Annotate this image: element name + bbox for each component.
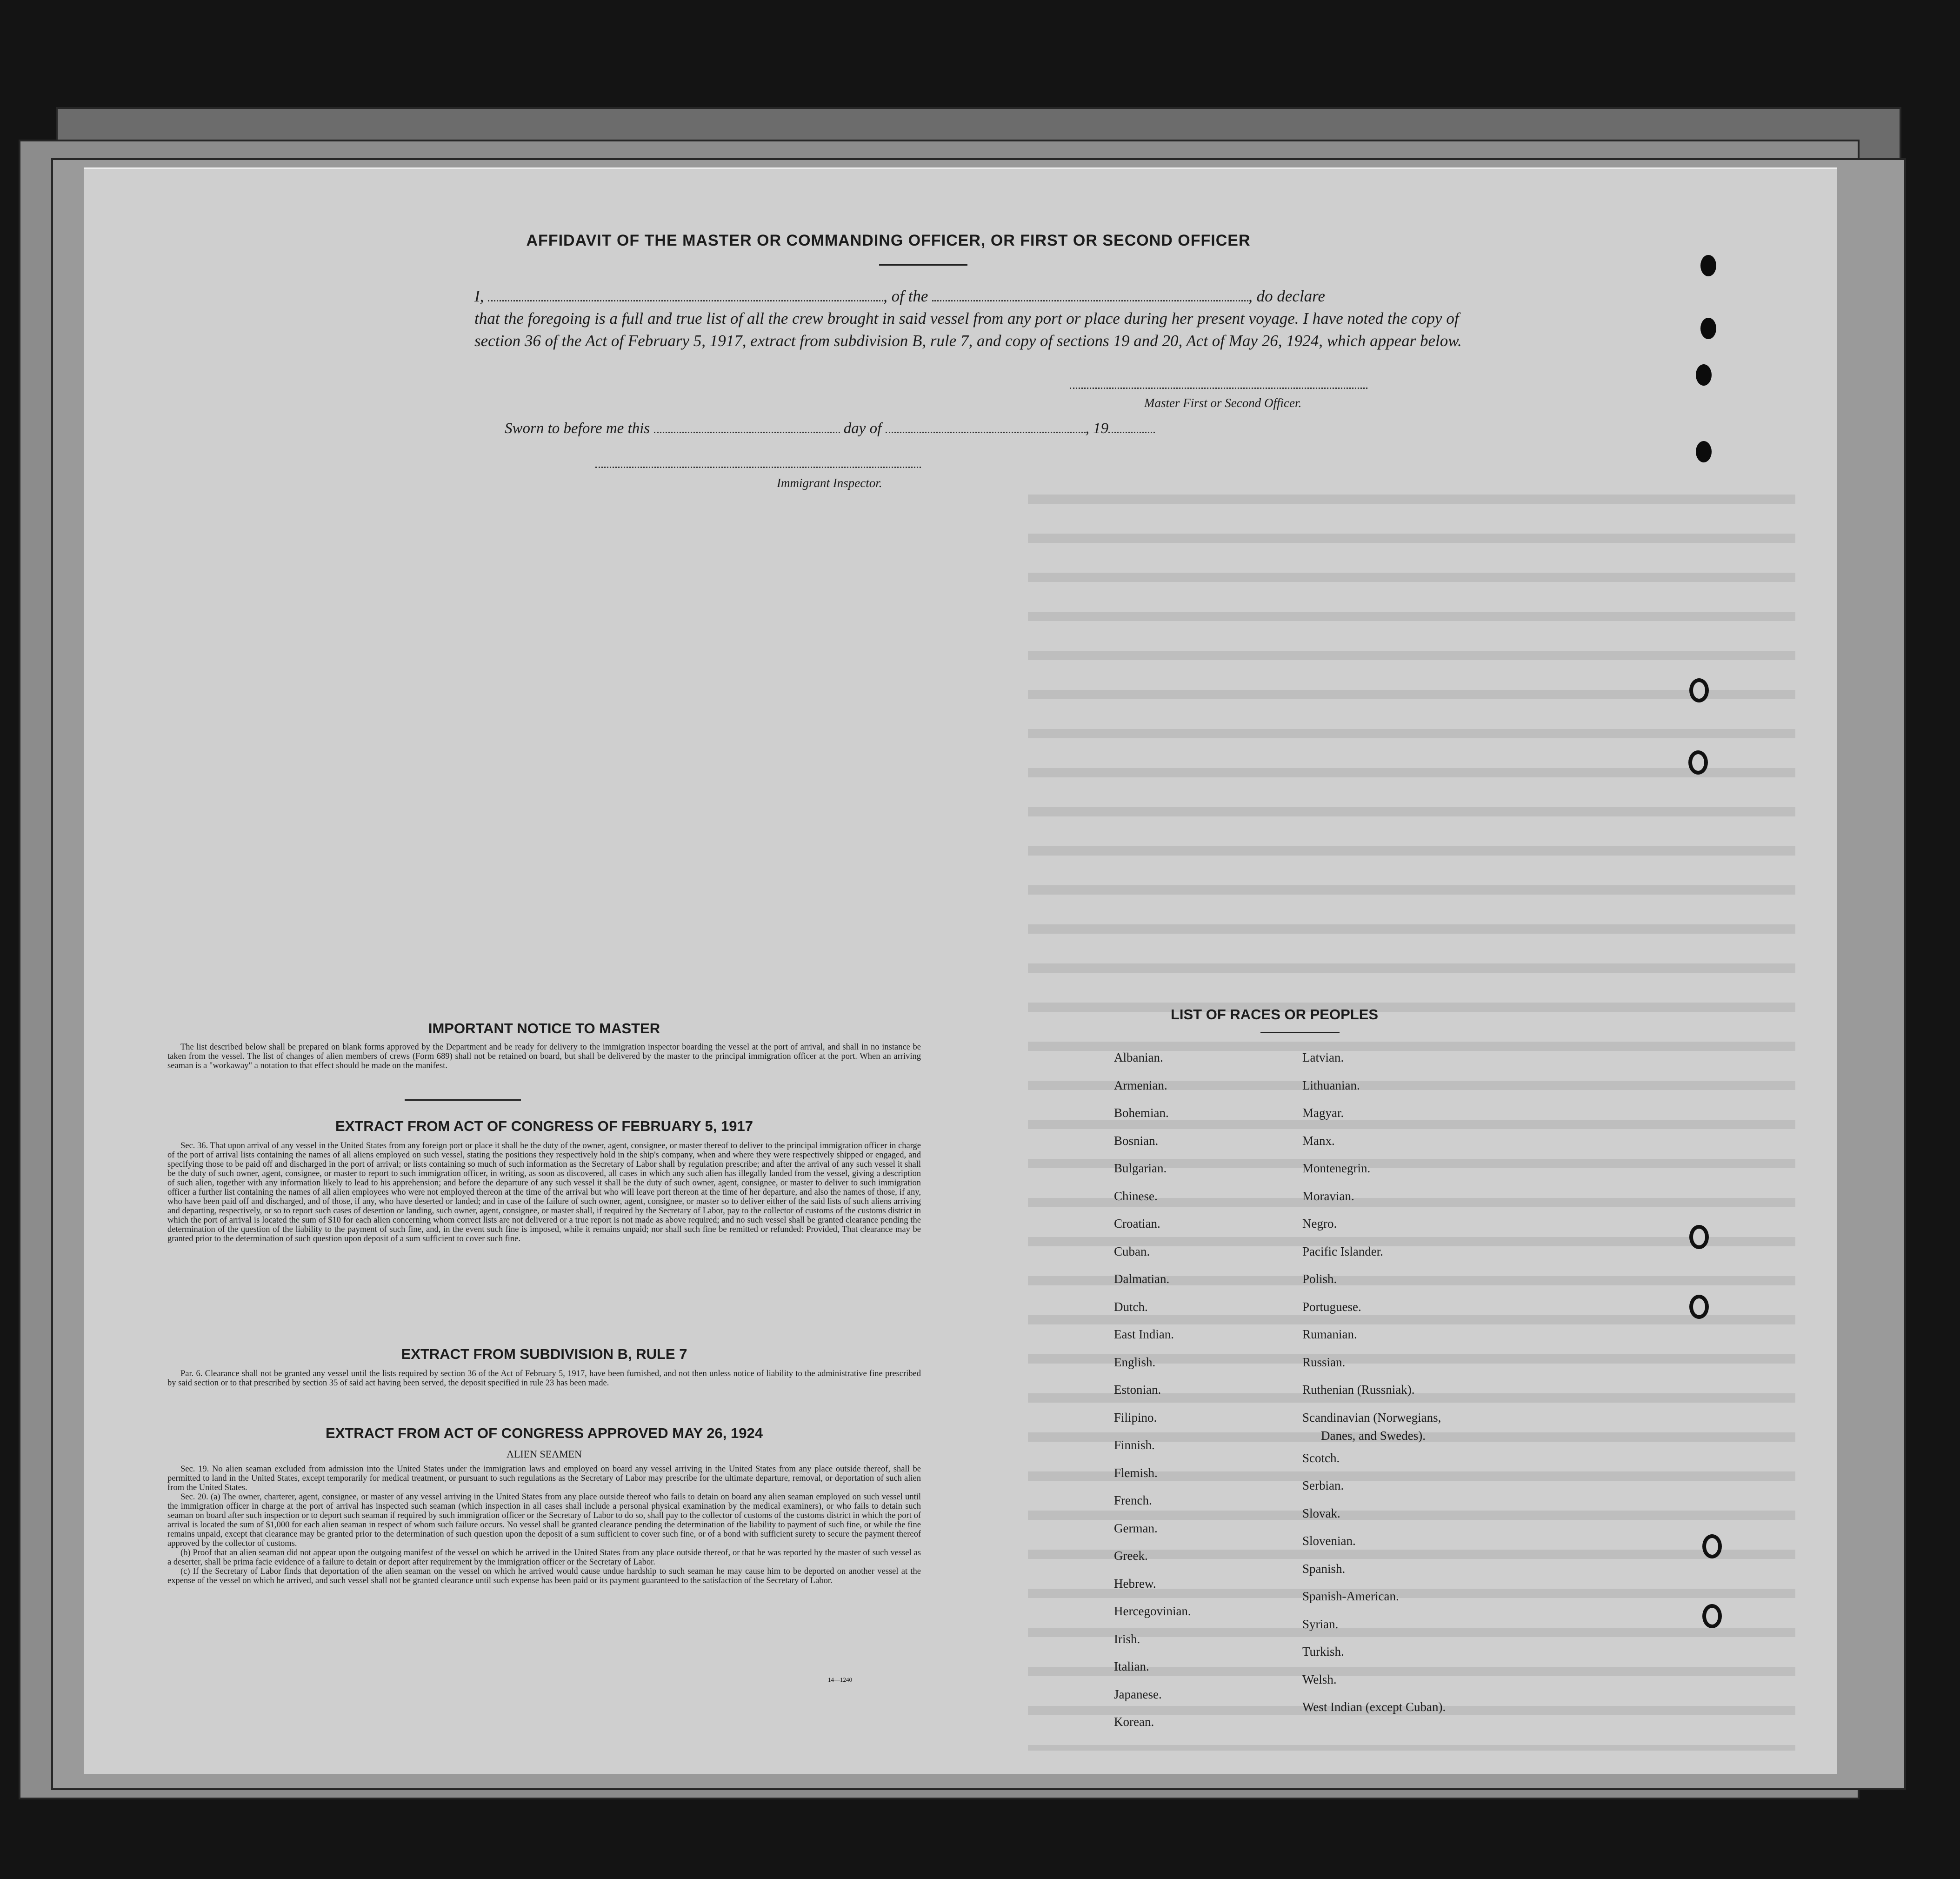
race-item: Albanian. [1114, 1050, 1163, 1064]
race-item: Flemish. [1114, 1465, 1158, 1480]
race-item: Greek. [1114, 1549, 1148, 1563]
race-item: Dalmatian. [1114, 1272, 1170, 1286]
notice-text: The list described below shall be prepared on blank forms approved by the Department and be ready for delivery to the immigration inspector boarding the vessel at the port of arrival, and shall in no instance be taken from the vessel. The list of changes of alien members of crews (Form 689) shall not be retained on board, but shall be delivered by the master to the principal immigration officer at the port. When an arriving seaman is a "workaway" a notation to that effect should be made on the manifest. [167, 1043, 921, 1070]
extract-1924-text: Sec. 19. No alien seaman excluded from admission into the United States under the immigration laws and employed on board any vessel arriving in the United States from any place outside thereof, shall be permitted to land in the United States, except temporarily for medical treatment, or pursuant to such regulations as the Secretary of Labor may prescribe for the ultimate departure, removal, or deportation of such alien from the United States. Sec. 20. (a) The owner, charterer, agent, consignee, or master of any vessel arriving in the United States from any place outside thereof who fails to detain on board any alien seaman employed on such vessel until the immigration officer in charge at the port of arrival has inspected such seaman (which inspection in all cases shall include a personal physical examination by the medical examiners), or who fails to detain such seaman on board after such inspection or to deport such seaman if required by such immigration officer or the Secretary of Labor to do so, shall pay to the collector of customs of the customs district in which the port of arrival is located the sum of $1,000 for each alien seaman in respect of whom such failure occurs. No vessel shall be granted clearance pending the determination of the liability to payment of such fine, or while the fine remains unpaid, except that clearance may be granted prior to the determination of such question upon the deposit of a sum sufficient to cover such fine, or of a bond with sufficient surety to secure the payment thereof approved by the collector of customs. (b) Proof that an alien seaman did not appear upon the outgoing manifest of the vessel on which he arrived in the United States from any place outside thereof, or that he was reported by the master of such vessel as a deserter, shall be prima facie evidence of a failure to detain or deport after requirement by the immigration officer or the Secretary of Labor. (c) If the Secretary of Labor finds that deportation of the alien seaman on the vessel on which he arrived would cause undue hardship to such seaman he may cause him to be deported on another vessel at the expense of the vessel on which he arrived, and such vessel shall not be granted clearance until such expense has been paid or its payment guaranteed to the satisfaction of the Secretary of Labor. [167, 1464, 921, 1585]
race-item: Slovenian. [1302, 1534, 1356, 1548]
extract-1917-text: Sec. 36. That upon arrival of any vessel in the United States from any foreign port or place it shall be the duty of the owner, agent, consignee, or master thereof to deliver to the principal immigration officer in charge of the port of arrival lists containing the names of all aliens employed on such vessel, stating the positions they respectively hold in the ship's company, when and where they were respectively shipped or engaged, and specifying those to be paid off and discharged in the port of arrival; or lists containing so much of such information as the Secretary of Labor shall by regulation prescribe; and after the arrival of any such vessel it shall be the duty of such owner, agent, consignee, or master to report to such immigration officer, in writing, as soon as discovered, all cases in which any such alien has illegally landed from the vessel, giving a description of such alien, together with any information likely to lead to his apprehension; and before the departure of any such vessel it shall be the duty of such owner, agent, consignee, or master to deliver to such immigration officer a further list containing the names of all alien employees who were not employed thereon at the time of the arrival but who will leave port thereon at the time of her departure, and also the names of those, if any, who have been paid off and discharged, and of those, if any, who have deserted or landed; and in case of the failure of such owner, agent, consignee, or master so to deliver either of the said lists of such aliens arriving and departing, respectively, or so to report such cases of desertion or landing, such owner, agent, consignee, or master shall, if required by the Secretary of Labor, pay to the collector of customs of the customs district in which the port of arrival is located the sum of $10 for each alien concerning whom correct lists are not delivered or a true report is not made as above required; and no such vessel shall be granted clearance pending the determination of the question of the liability to the payment of such fine, and, in the event such fine is imposed, while it remains unpaid; nor shall such fine be remitted or refunded: Provided, That clearance may be granted prior to the determination of such question upon deposit of a sum sufficient to cover such fine. [167, 1141, 921, 1244]
races-divider [1260, 1032, 1340, 1033]
punch-hole [1689, 678, 1709, 702]
alien-seamen-subtitle: ALIEN SEAMEN [507, 1448, 582, 1460]
race-item: German. [1114, 1521, 1158, 1535]
race-item: Danes, and Swedes). [1321, 1429, 1426, 1443]
race-item: Scotch. [1302, 1451, 1340, 1465]
race-item: Manx. [1302, 1133, 1335, 1148]
master-signature-label: Master First or Second Officer. [1144, 396, 1302, 410]
race-item: Pacific Islander. [1302, 1244, 1383, 1258]
race-item: Japanese. [1114, 1687, 1162, 1701]
extract-rule7-text: Par. 6. Clearance shall not be granted any vessel until the lists required by section 36 of the Act of February 5, 1917, have been furnished, and not then unless notice of liability to the administrative fine prescribed by said section or to that prescribed by section 35 of said act having been served, the deposit specified in rule 23 has been made. [167, 1369, 921, 1388]
punch-hole [1696, 364, 1712, 386]
race-item: Cuban. [1114, 1244, 1150, 1258]
race-item: Portuguese. [1302, 1299, 1361, 1314]
race-item: Korean. [1114, 1715, 1154, 1729]
race-item: Lithuanian. [1302, 1078, 1360, 1092]
race-item: Slovak. [1302, 1506, 1340, 1520]
race-item: Latvian. [1302, 1050, 1344, 1064]
race-item: English. [1114, 1355, 1156, 1369]
race-item: Welsh. [1302, 1672, 1337, 1686]
race-item: Bosnian. [1114, 1133, 1159, 1148]
sworn-year-field[interactable] [1108, 432, 1155, 433]
master-name-field[interactable] [488, 300, 883, 301]
race-item: Irish. [1114, 1632, 1140, 1646]
punch-hole [1688, 750, 1708, 775]
race-item: Scandinavian (Norwegians, [1302, 1410, 1441, 1424]
race-item: Bulgarian. [1114, 1161, 1167, 1175]
inspector-signature-line[interactable] [595, 467, 921, 468]
race-item: Magyar. [1302, 1106, 1344, 1120]
race-item: Bohemian. [1114, 1106, 1169, 1120]
race-item: Spanish-American. [1302, 1589, 1399, 1603]
affidavit-of-label: , of the [883, 287, 928, 305]
race-item: Croatian. [1114, 1217, 1160, 1230]
sworn-label: Sworn to before me this [505, 420, 650, 437]
race-item: Armenian. [1114, 1078, 1167, 1092]
race-item: Dutch. [1114, 1299, 1148, 1314]
vessel-name-field[interactable] [932, 300, 1248, 301]
manifest-sheet [84, 167, 1837, 1774]
race-item: Russian. [1302, 1355, 1346, 1369]
notice-title: IMPORTANT NOTICE TO MASTER [428, 1020, 660, 1036]
race-item: Hebrew. [1114, 1576, 1156, 1591]
sworn-line [505, 420, 1155, 437]
punch-hole [1689, 1295, 1709, 1319]
race-item: East Indian. [1114, 1327, 1174, 1341]
form-number: 14—1240 [828, 1676, 852, 1683]
race-item: Finnish. [1114, 1438, 1155, 1452]
punch-hole [1702, 1604, 1722, 1628]
race-item: Spanish. [1302, 1561, 1346, 1576]
race-item: Montenegrin. [1302, 1161, 1371, 1175]
race-item: Filipino. [1114, 1410, 1157, 1424]
sworn-day-field[interactable] [654, 432, 840, 433]
inspector-label: Immigrant Inspector. [777, 476, 882, 490]
race-item: Serbian. [1302, 1478, 1344, 1492]
extract-1917-title: EXTRACT FROM ACT OF CONGRESS OF FEBRUARY 5, 1917 [335, 1118, 753, 1134]
race-item: Rumanian. [1302, 1327, 1357, 1341]
race-item: Turkish. [1302, 1645, 1344, 1658]
affidavit-title: AFFIDAVIT OF THE MASTER OR COMMANDING OFFICER, OR FIRST OR SECOND OFFICER [526, 232, 1251, 249]
race-item: Moravian. [1302, 1189, 1354, 1203]
affidavit-declare-label: , do declare [1248, 287, 1326, 305]
races-title: LIST OF RACES OR PEOPLES [1170, 1006, 1379, 1023]
day-of-label: day of [843, 420, 882, 437]
race-item: Negro. [1302, 1217, 1337, 1230]
title-divider [879, 264, 967, 266]
race-item: Chinese. [1114, 1189, 1158, 1203]
race-item: Syrian. [1302, 1617, 1339, 1631]
race-item: West Indian (except Cuban). [1302, 1700, 1446, 1714]
race-item: French. [1114, 1493, 1152, 1507]
race-item: Ruthenian (Russniak). [1302, 1383, 1415, 1397]
extract-1924-title: EXTRACT FROM ACT OF CONGRESS APPROVED MAY 26, 1924 [326, 1425, 763, 1441]
race-item: Italian. [1114, 1659, 1149, 1673]
punch-hole [1700, 318, 1716, 339]
punch-hole [1696, 441, 1712, 462]
extract-rule7-title: EXTRACT FROM SUBDIVISION B, RULE 7 [401, 1346, 687, 1362]
section-divider [405, 1099, 521, 1101]
punch-hole [1689, 1225, 1709, 1249]
race-item: Polish. [1302, 1272, 1337, 1286]
punch-hole [1700, 255, 1716, 276]
race-item: Hercegovinian. [1114, 1604, 1191, 1618]
affidavit-statement: that the foregoing is a full and true list of all the crew brought in said vessel from any port or place during her present voyage. I have noted the copy of section 36 of the Act of February 5, 1917, extract from subdivision B, rule 7, and copy of sections 19 and 20, Act of May 26, 1924, which appear below. [474, 309, 1462, 350]
master-signature-line[interactable] [1070, 388, 1367, 389]
race-item: Estonian. [1114, 1383, 1161, 1397]
year-label: , 19 [1085, 420, 1109, 437]
punch-hole [1702, 1534, 1722, 1558]
affidavit-i-label: I, [474, 287, 484, 305]
sworn-month-field[interactable] [886, 432, 1086, 433]
affidavit-body [474, 285, 1470, 352]
